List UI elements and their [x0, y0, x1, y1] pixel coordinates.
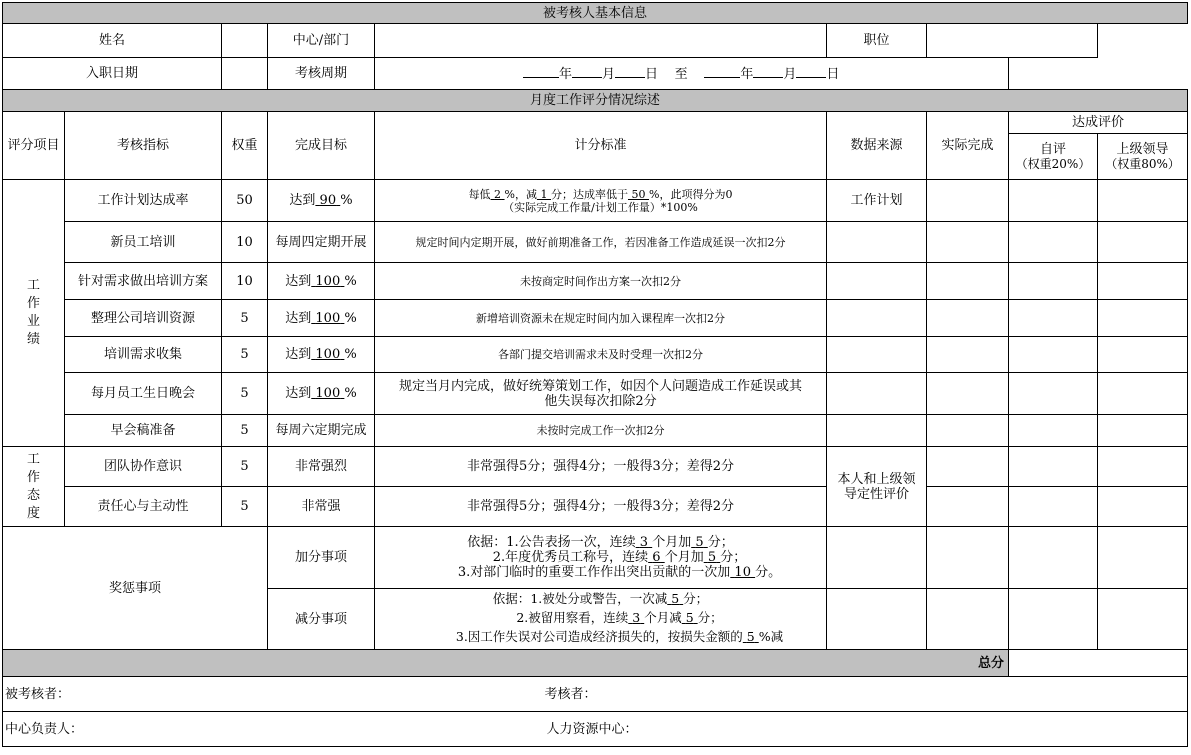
data-source: 本人和上级领导定性评价 — [827, 447, 927, 527]
data-source — [827, 263, 927, 300]
actual-cell[interactable] — [927, 300, 1009, 337]
actual-cell[interactable] — [927, 263, 1009, 300]
actual-cell[interactable] — [927, 447, 1009, 487]
total-label: 总分 — [3, 650, 1009, 677]
bonus-self[interactable] — [1009, 527, 1098, 589]
center-head-signature[interactable]: 中心负责人： — [3, 712, 545, 747]
hr-center-signature[interactable]: 人力资源中心： — [545, 712, 1188, 747]
bonus-source — [827, 527, 927, 589]
position-label: 职位 — [827, 24, 927, 58]
scoring-standard: 每低 2 %，减 1 分；达成率低于 50 %，此项得分为0 （实际完成工作量/计划工作量）*100% — [375, 180, 827, 222]
actual-cell[interactable] — [927, 337, 1009, 373]
target: 非常强 — [268, 487, 375, 527]
col-header-indicator: 考核指标 — [65, 112, 222, 180]
bonus-label: 加分事项 — [268, 527, 375, 589]
self-eval-cell[interactable] — [1009, 222, 1098, 263]
data-source — [827, 222, 927, 263]
penalty-leader[interactable] — [1098, 589, 1188, 650]
scoring-standard: 各部门提交培训需求未及时受理一次扣2分 — [375, 337, 827, 373]
hire-date-label: 入职日期 — [3, 58, 222, 90]
dept-field[interactable] — [375, 24, 827, 58]
indicator: 责任心与主动性 — [65, 487, 222, 527]
total-score-cell[interactable] — [1009, 650, 1188, 677]
col-header-self: 自评 （权重20%） — [1009, 134, 1098, 180]
leader-eval-cell[interactable] — [1098, 222, 1188, 263]
actual-cell[interactable] — [927, 180, 1009, 222]
indicator: 团队协作意识 — [65, 447, 222, 487]
col-header-item: 评分项目 — [3, 112, 65, 180]
data-source — [827, 300, 927, 337]
assessee-signature[interactable]: 被考核者： — [3, 677, 545, 712]
name-label: 姓名 — [3, 24, 222, 58]
target: 非常强烈 — [268, 447, 375, 487]
leader-eval-cell[interactable] — [1098, 263, 1188, 300]
col-header-weight: 权重 — [222, 112, 268, 180]
target: 达到 90 % — [268, 180, 375, 222]
scoring-standard: 非常强得5分；强得4分；一般得3分；差得2分 — [375, 487, 827, 527]
self-eval-cell[interactable] — [1009, 300, 1098, 337]
scoring-standard: 规定当月内完成，做好统筹策划工作，如因个人问题造成工作延误或其他失误每次扣除2分 — [375, 373, 827, 415]
rewards-label: 奖惩事项 — [3, 527, 268, 650]
penalty-source — [827, 589, 927, 650]
self-eval-cell[interactable] — [1009, 373, 1098, 415]
penalty-self[interactable] — [1009, 589, 1098, 650]
target: 达到 100 % — [268, 263, 375, 300]
basic-info-title: 被考核人基本信息 — [3, 3, 1188, 24]
leader-eval-cell[interactable] — [1098, 487, 1188, 527]
weight: 5 — [222, 373, 268, 415]
scoring-standard: 新增培训资源未在规定时间内加入课程库一次扣2分 — [375, 300, 827, 337]
dept-label: 中心/部门 — [268, 24, 375, 58]
penalty-actual[interactable] — [927, 589, 1009, 650]
target: 每周四定期开展 — [268, 222, 375, 263]
hire-date-field[interactable] — [222, 58, 268, 90]
data-source — [827, 337, 927, 373]
leader-eval-cell[interactable] — [1098, 447, 1188, 487]
self-eval-cell[interactable] — [1009, 447, 1098, 487]
leader-eval-cell[interactable] — [1098, 373, 1188, 415]
indicator: 工作计划达成率 — [65, 180, 222, 222]
weight: 5 — [222, 447, 268, 487]
weight: 50 — [222, 180, 268, 222]
weight: 10 — [222, 222, 268, 263]
period-range[interactable]: 年 月 日 至 年 月 日 — [375, 58, 1009, 90]
target: 达到 100 % — [268, 373, 375, 415]
group-performance: 工作业绩 — [3, 180, 65, 447]
self-eval-cell[interactable] — [1009, 415, 1098, 447]
appraisal-form-table — [2, 2, 1188, 747]
bonus-leader[interactable] — [1098, 527, 1188, 589]
penalty-basis: 依据：1.被处分或警告，一次减 5 分； 2.被留用察看，连续 3 个月减 5 分； 3.因工作失误对公司造成经济损失的，按损失金额的 5 %减 — [375, 589, 827, 650]
scoring-standard: 规定时间内定期开展，做好前期准备工作，若因准备工作造成延误一次扣2分 — [375, 222, 827, 263]
leader-eval-cell[interactable] — [1098, 300, 1188, 337]
bonus-basis: 依据：1.公告表扬一次，连续 3 个月加 5 分； 2.年度优秀员工称号，连续 6 个月加 5 分； 3.对部门临时的重要工作作出突出贡献的一次加 10 分。 — [375, 527, 827, 589]
weight: 5 — [222, 415, 268, 447]
self-eval-cell[interactable] — [1009, 263, 1098, 300]
name-field[interactable] — [222, 24, 268, 58]
col-header-standard: 计分标准 — [375, 112, 827, 180]
period-label: 考核周期 — [268, 58, 375, 90]
indicator: 培训需求收集 — [65, 337, 222, 373]
self-eval-cell[interactable] — [1009, 180, 1098, 222]
data-source: 工作计划 — [827, 180, 927, 222]
indicator: 新员工培训 — [65, 222, 222, 263]
col-header-evaluation: 达成评价 — [1009, 112, 1188, 134]
scoring-standard: 非常强得5分；强得4分；一般得3分；差得2分 — [375, 447, 827, 487]
target: 每周六定期完成 — [268, 415, 375, 447]
leader-eval-cell[interactable] — [1098, 337, 1188, 373]
indicator: 每月员工生日晚会 — [65, 373, 222, 415]
weight: 5 — [222, 487, 268, 527]
actual-cell[interactable] — [927, 487, 1009, 527]
col-header-source: 数据来源 — [827, 112, 927, 180]
data-source — [827, 415, 927, 447]
col-header-leader: 上级领导 （权重80%） — [1098, 134, 1188, 180]
group-attitude: 工作态度 — [3, 447, 65, 527]
weight: 5 — [222, 337, 268, 373]
penalty-label: 减分事项 — [268, 589, 375, 650]
col-header-target: 完成目标 — [268, 112, 375, 180]
position-field[interactable] — [927, 24, 1098, 58]
target: 达到 100 % — [268, 337, 375, 373]
scoring-standard: 未按时完成工作一次扣2分 — [375, 415, 827, 447]
actual-cell[interactable] — [927, 373, 1009, 415]
data-source — [827, 373, 927, 415]
bonus-actual[interactable] — [927, 527, 1009, 589]
actual-cell[interactable] — [927, 222, 1009, 263]
assessor-signature[interactable]: 考核者： — [545, 677, 1188, 712]
weight: 10 — [222, 263, 268, 300]
actual-cell[interactable] — [927, 415, 1009, 447]
self-eval-cell[interactable] — [1009, 337, 1098, 373]
col-header-actual: 实际完成 — [927, 112, 1009, 180]
leader-eval-cell[interactable] — [1098, 180, 1188, 222]
indicator: 针对需求做出培训方案 — [65, 263, 222, 300]
leader-eval-cell[interactable] — [1098, 415, 1188, 447]
indicator: 早会稿准备 — [65, 415, 222, 447]
monthly-summary-title: 月度工作评分情况综述 — [3, 90, 1188, 112]
indicator: 整理公司培训资源 — [65, 300, 222, 337]
weight: 5 — [222, 300, 268, 337]
target: 达到 100 % — [268, 300, 375, 337]
scoring-standard: 未按商定时间作出方案一次扣2分 — [375, 263, 827, 300]
self-eval-cell[interactable] — [1009, 487, 1098, 527]
